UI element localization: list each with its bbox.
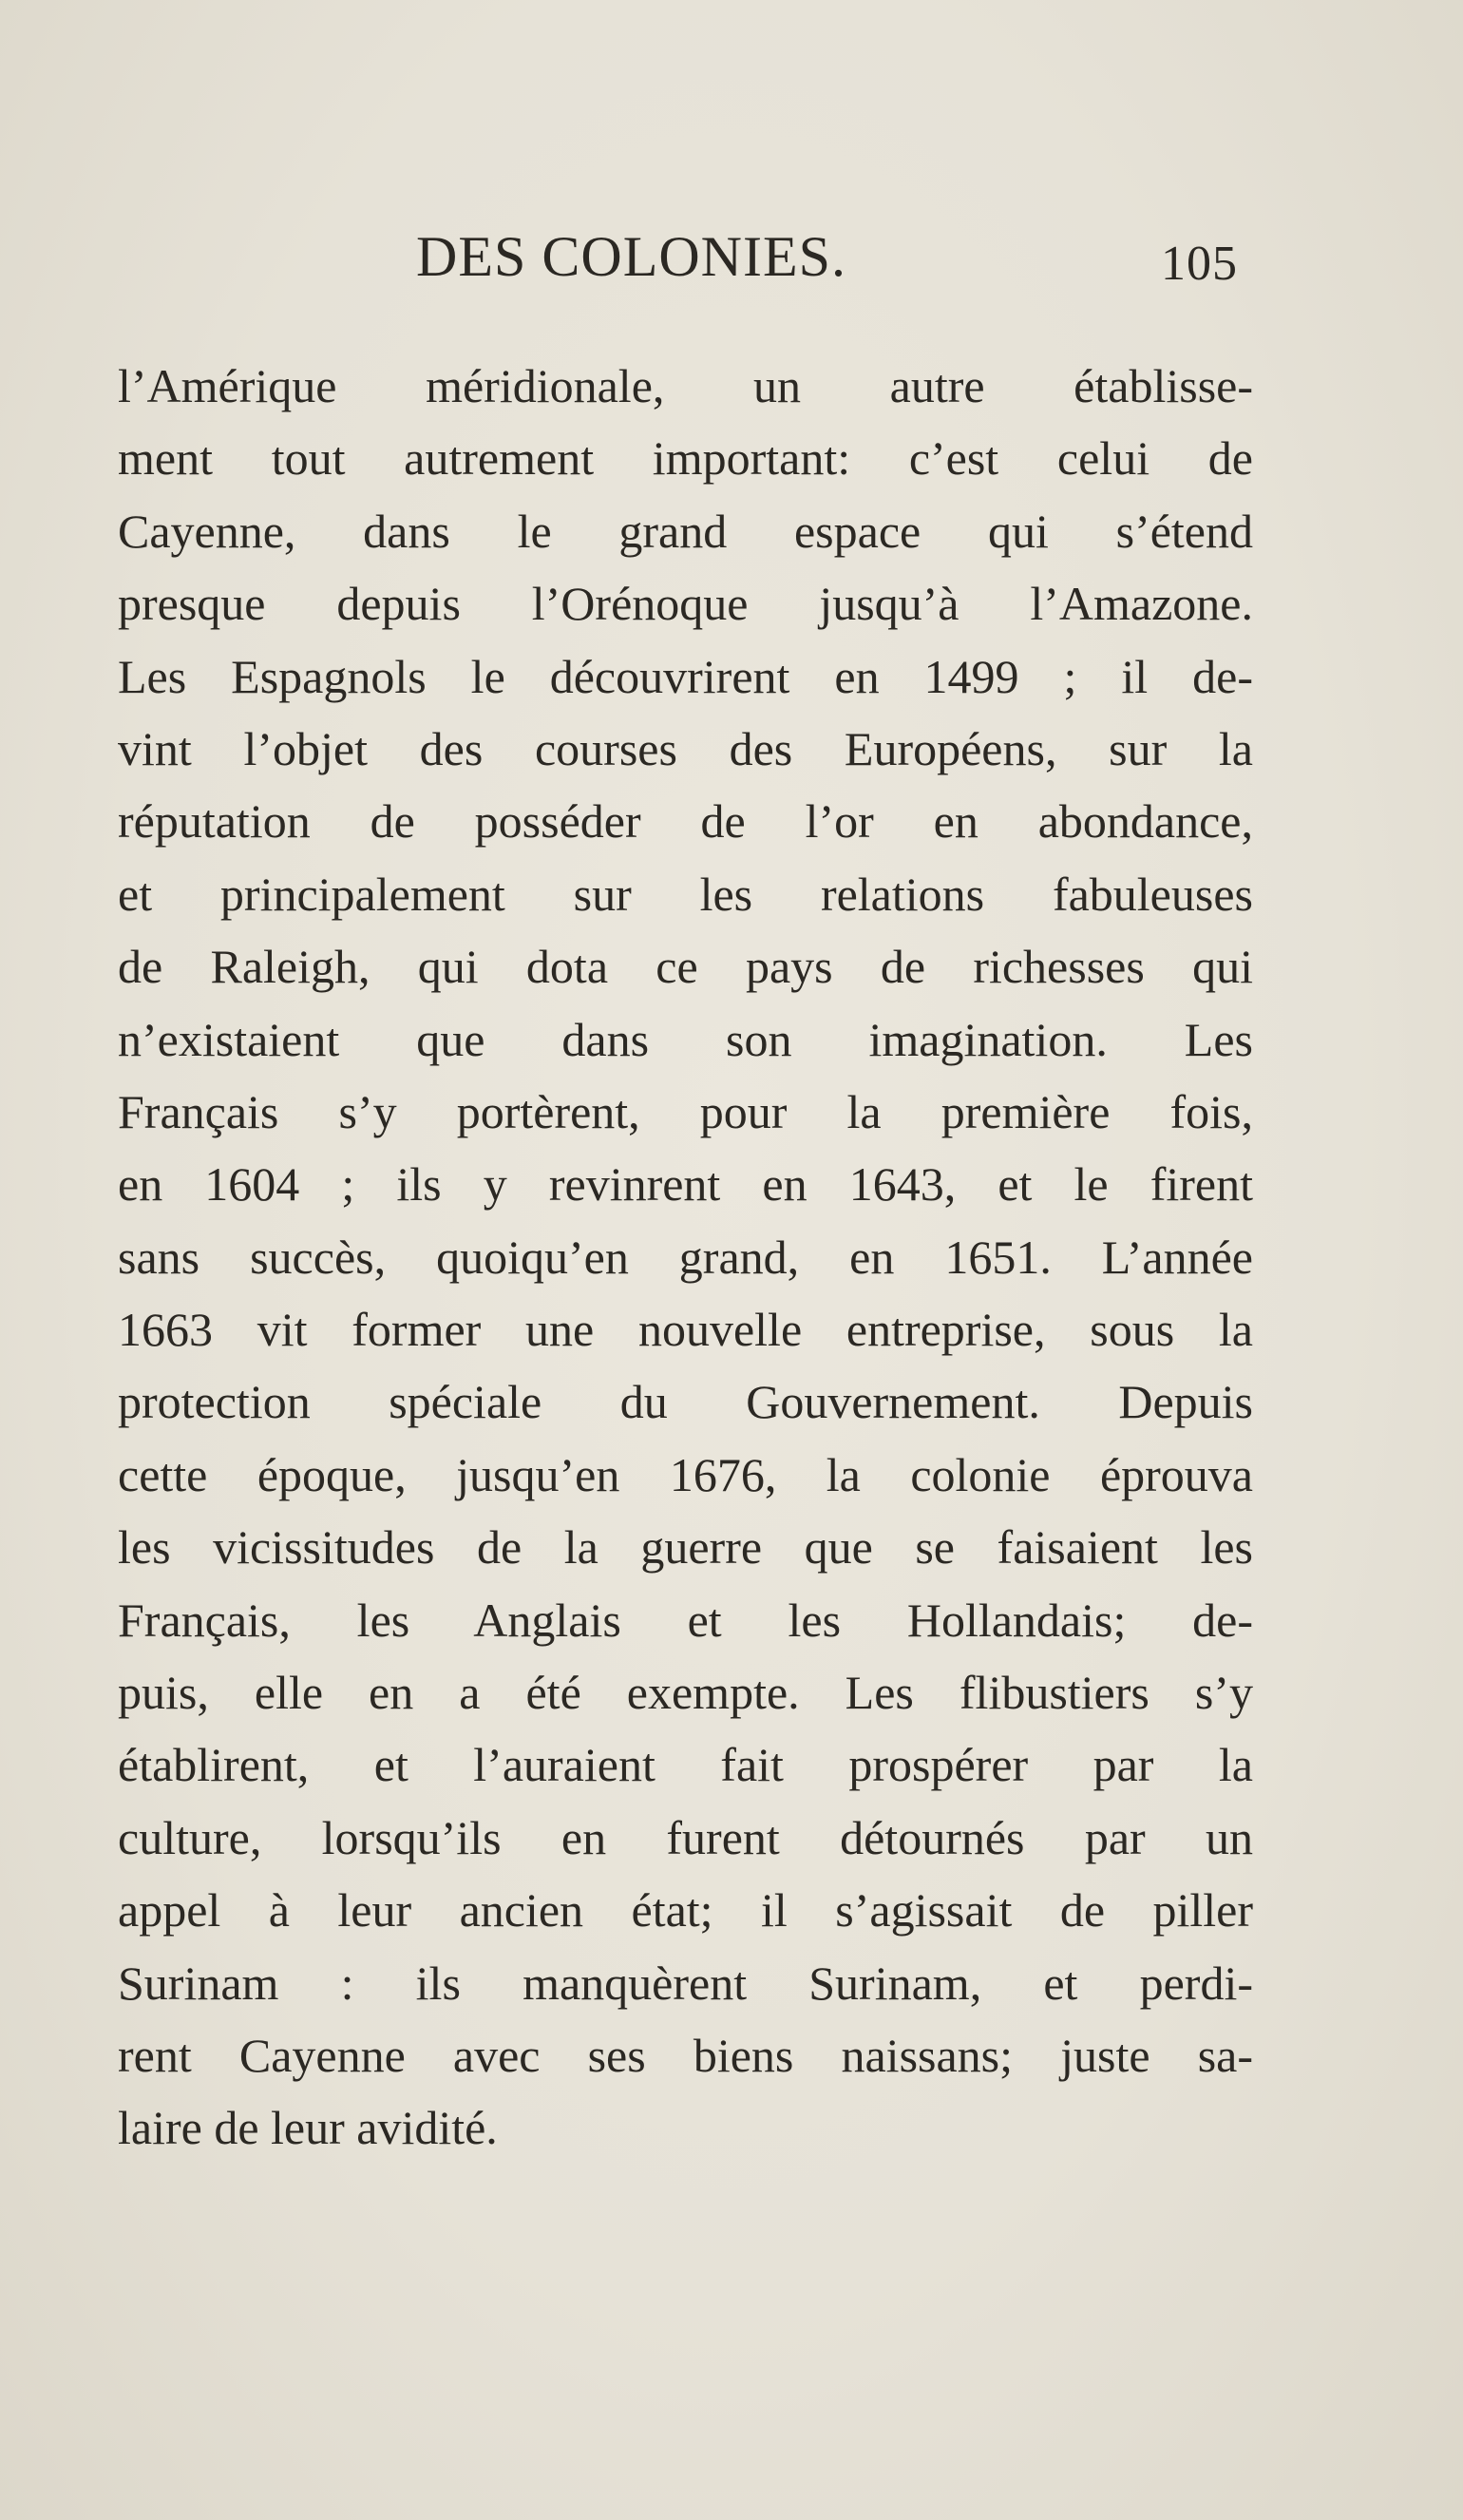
page-number: 105 <box>1161 237 1238 291</box>
running-title: DES COLONIES. <box>416 225 847 288</box>
text-line: réputation de posséder de l’or en abondance, <box>118 794 1253 849</box>
text-line: appel à leur ancien état; il s’agissait de piller <box>118 1883 1253 1938</box>
text-line: l’Amérique méridionale, un autre établisse- <box>118 359 1253 412</box>
text-line: les vicissitudes de la guerre que se faisaient les <box>118 1520 1253 1575</box>
text-line: protection spéciale du Gouvernement. Depuis <box>118 1375 1253 1429</box>
text-line: sans succès, quoiqu’en grand, en 1651. L’année <box>118 1230 1253 1284</box>
text-line: n’existaient que dans son imagination. Les <box>118 1012 1253 1066</box>
text-line: Cayenne, dans le grand espace qui s’étend <box>118 504 1253 558</box>
text-line: Surinam : ils manquèrent Surinam, et perdi- <box>118 1956 1253 2010</box>
text-line: vint l’objet des courses des Européens, sur la <box>118 721 1253 775</box>
text-line: établirent, et l’auraient fait prospérer par la <box>118 1738 1253 1792</box>
text-line: culture, lorsqu’ils en furent détournés par un <box>118 1810 1253 1864</box>
text-line: ment tout autrement important: c’est celui de <box>118 431 1253 486</box>
text-line: de Raleigh, qui dota ce pays de richesses qui <box>118 940 1253 994</box>
text-line: Français s’y portèrent, pour la première fois, <box>118 1084 1253 1138</box>
text-line: 1663 vit former une nouvelle entreprise, sous la <box>118 1303 1253 1357</box>
body-text <box>118 350 1253 2165</box>
text-line: en 1604 ; ils y revinrent en 1643, et le firent <box>118 1157 1253 1212</box>
text-line: puis, elle en a été exempte. Les flibustiers s’y <box>118 1666 1253 1720</box>
text-line: et principalement sur les relations fabuleuses <box>118 867 1253 921</box>
text-line: rent Cayenne avec ses biens naissans; juste sa- <box>118 2028 1253 2082</box>
text-line: Les Espagnols le découvrirent en 1499 ; il de- <box>118 649 1253 703</box>
text-line: Français, les Anglais et les Hollandais; de- <box>118 1593 1253 1647</box>
running-head <box>0 224 1463 300</box>
text-line-last: laire de leur avidité. <box>118 2101 498 2155</box>
text-line: presque depuis l’Orénoque jusqu’à l’Amazone. <box>118 577 1253 631</box>
text-line: cette époque, jusqu’en 1676, la colonie éprouva <box>118 1447 1253 1501</box>
